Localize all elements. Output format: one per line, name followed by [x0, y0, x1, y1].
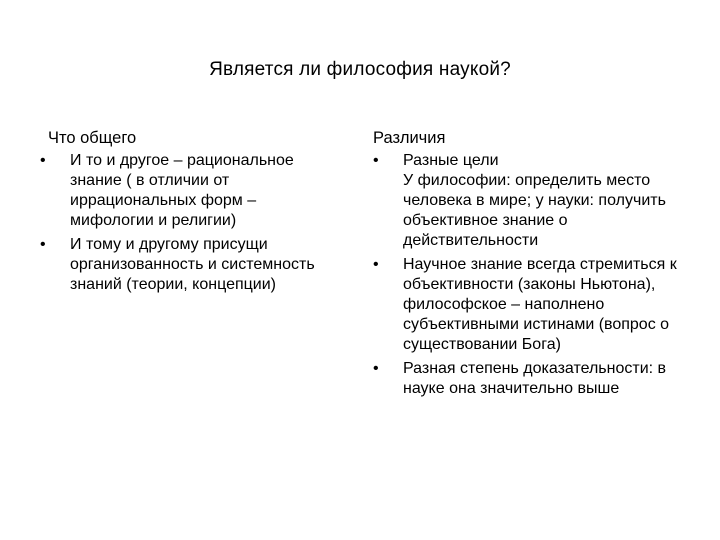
bullet-icon: • [373, 360, 379, 377]
differences-list [373, 151, 693, 399]
bullet-icon: • [373, 256, 379, 273]
bullet-icon: • [373, 152, 379, 169]
differences-item-2-text: Научное знание всегда стремиться к объективности (законы Ньютона), философское – наполнено субъективными истинами (вопрос о существовании Бога) [403, 256, 677, 353]
common-list [40, 151, 340, 295]
common-item-2 [40, 235, 340, 295]
differences-item-1-detail: У философии: определить место человека в мире; у науки: получить объективное знание о действительности [403, 172, 666, 249]
bullet-icon: • [40, 236, 46, 253]
differences-item-3-text: Разная степень доказательности: в науке она значительно выше [403, 360, 667, 397]
differences-column [373, 128, 693, 403]
common-heading: Что общего [48, 129, 137, 147]
common-item-2-text: И тому и другому присущи организованность и системность знаний (теории, концепции) [70, 236, 315, 293]
bullet-icon: • [40, 152, 46, 169]
slide-title: Является ли философия наукой? [209, 59, 511, 80]
common-item-1 [40, 151, 340, 231]
differences-item-2 [373, 255, 693, 355]
common-item-1-text: И то и другое – рациональное знание ( в отличии от иррациональных форм – мифологии и религии) [70, 152, 294, 229]
differences-item-1 [373, 151, 693, 251]
differences-heading: Различия [373, 129, 446, 147]
differences-item-3 [373, 359, 693, 399]
differences-item-1-text: Разные цели [403, 152, 499, 169]
common-column [40, 128, 340, 299]
